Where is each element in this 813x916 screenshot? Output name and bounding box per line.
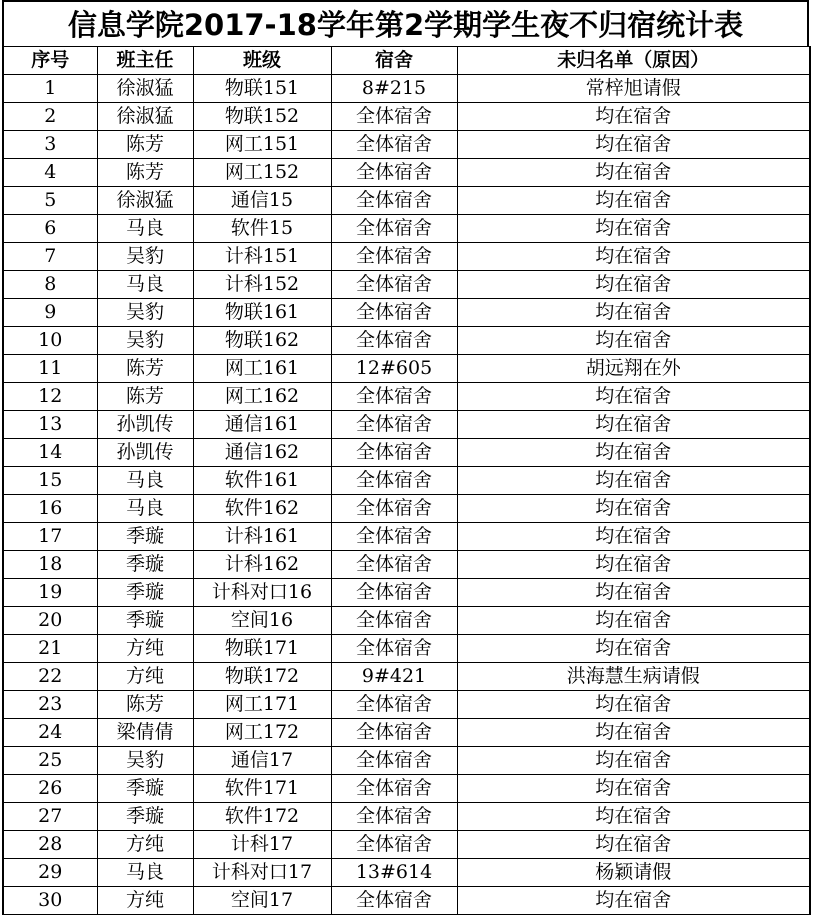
cell-absent-list: 均在宿舍 [457, 607, 810, 635]
table-row [3, 663, 810, 691]
cell-absent-list: 均在宿舍 [457, 467, 810, 495]
cell-index: 10 [3, 327, 97, 355]
table-row [3, 355, 810, 383]
cell-teacher: 方纯 [97, 635, 193, 663]
cell-teacher: 徐淑猛 [97, 75, 193, 103]
cell-dorm: 全体宿舍 [331, 691, 457, 719]
cell-class: 软件161 [193, 467, 331, 495]
table-row [3, 831, 810, 859]
table-row [3, 859, 810, 887]
cell-dorm: 全体宿舍 [331, 439, 457, 467]
table-row [3, 243, 810, 271]
cell-dorm: 全体宿舍 [331, 159, 457, 187]
cell-index: 23 [3, 691, 97, 719]
table-row [3, 887, 810, 915]
cell-class: 物联152 [193, 103, 331, 131]
cell-index: 12 [3, 383, 97, 411]
cell-teacher: 陈芳 [97, 383, 193, 411]
header-class: 班级 [193, 47, 331, 75]
table-row [3, 747, 810, 775]
cell-dorm: 全体宿舍 [331, 803, 457, 831]
cell-class: 物联151 [193, 75, 331, 103]
cell-teacher: 季璇 [97, 523, 193, 551]
cell-teacher: 吴豹 [97, 299, 193, 327]
cell-class: 通信162 [193, 439, 331, 467]
cell-index: 2 [3, 103, 97, 131]
cell-absent-list: 均在宿舍 [457, 187, 810, 215]
cell-dorm: 全体宿舍 [331, 551, 457, 579]
cell-class: 物联171 [193, 635, 331, 663]
cell-absent-list: 均在宿舍 [457, 131, 810, 159]
cell-class: 网工161 [193, 355, 331, 383]
cell-index: 29 [3, 859, 97, 887]
cell-dorm: 全体宿舍 [331, 467, 457, 495]
cell-dorm: 全体宿舍 [331, 495, 457, 523]
sheet-title: 信息学院2017-18学年第2学期学生夜不归宿统计表 [2, 0, 809, 46]
cell-index: 1 [3, 75, 97, 103]
cell-absent-list: 均在宿舍 [457, 411, 810, 439]
cell-class: 网工172 [193, 719, 331, 747]
cell-absent-list: 均在宿舍 [457, 271, 810, 299]
cell-class: 计科对口17 [193, 859, 331, 887]
cell-teacher: 孙凯传 [97, 411, 193, 439]
cell-absent-list: 均在宿舍 [457, 747, 810, 775]
cell-teacher: 陈芳 [97, 691, 193, 719]
table-row [3, 215, 810, 243]
cell-absent-list: 均在宿舍 [457, 495, 810, 523]
table-row [3, 159, 810, 187]
cell-dorm: 全体宿舍 [331, 887, 457, 915]
cell-teacher: 方纯 [97, 887, 193, 915]
cell-index: 17 [3, 523, 97, 551]
cell-dorm: 全体宿舍 [331, 271, 457, 299]
cell-index: 28 [3, 831, 97, 859]
cell-teacher: 季璇 [97, 579, 193, 607]
cell-index: 11 [3, 355, 97, 383]
cell-dorm: 12#605 [331, 355, 457, 383]
cell-teacher: 吴豹 [97, 747, 193, 775]
cell-dorm: 9#421 [331, 663, 457, 691]
cell-index: 15 [3, 467, 97, 495]
table-row [3, 75, 810, 103]
cell-absent-list: 均在宿舍 [457, 551, 810, 579]
cell-teacher: 孙凯传 [97, 439, 193, 467]
cell-index: 8 [3, 271, 97, 299]
cell-index: 6 [3, 215, 97, 243]
cell-index: 24 [3, 719, 97, 747]
cell-class: 软件171 [193, 775, 331, 803]
cell-index: 16 [3, 495, 97, 523]
cell-teacher: 马良 [97, 271, 193, 299]
cell-dorm: 全体宿舍 [331, 243, 457, 271]
cell-index: 26 [3, 775, 97, 803]
cell-absent-list: 常梓旭请假 [457, 75, 810, 103]
table-row [3, 803, 810, 831]
cell-class: 网工162 [193, 383, 331, 411]
cell-index: 19 [3, 579, 97, 607]
cell-teacher: 季璇 [97, 551, 193, 579]
cell-absent-list: 均在宿舍 [457, 383, 810, 411]
header-row [3, 47, 810, 75]
cell-dorm: 全体宿舍 [331, 607, 457, 635]
cell-absent-list: 均在宿舍 [457, 719, 810, 747]
cell-index: 25 [3, 747, 97, 775]
cell-dorm: 全体宿舍 [331, 719, 457, 747]
table-row [3, 439, 810, 467]
cell-index: 22 [3, 663, 97, 691]
cell-absent-list: 均在宿舍 [457, 299, 810, 327]
cell-teacher: 陈芳 [97, 131, 193, 159]
dorm-absence-table [2, 46, 811, 915]
cell-class: 计科162 [193, 551, 331, 579]
cell-class: 物联162 [193, 327, 331, 355]
cell-index: 14 [3, 439, 97, 467]
cell-class: 计科161 [193, 523, 331, 551]
cell-absent-list: 杨颖请假 [457, 859, 810, 887]
cell-class: 软件162 [193, 495, 331, 523]
cell-absent-list: 均在宿舍 [457, 327, 810, 355]
cell-teacher: 陈芳 [97, 355, 193, 383]
cell-dorm: 全体宿舍 [331, 635, 457, 663]
cell-dorm: 全体宿舍 [331, 411, 457, 439]
cell-dorm: 全体宿舍 [331, 579, 457, 607]
cell-dorm: 全体宿舍 [331, 299, 457, 327]
cell-absent-list: 均在宿舍 [457, 215, 810, 243]
table-row [3, 523, 810, 551]
table-row [3, 635, 810, 663]
cell-dorm: 全体宿舍 [331, 523, 457, 551]
table-row [3, 327, 810, 355]
cell-teacher: 马良 [97, 215, 193, 243]
table-row [3, 131, 810, 159]
table-row [3, 495, 810, 523]
cell-teacher: 徐淑猛 [97, 103, 193, 131]
cell-index: 27 [3, 803, 97, 831]
cell-index: 21 [3, 635, 97, 663]
cell-teacher: 季璇 [97, 803, 193, 831]
cell-class: 计科152 [193, 271, 331, 299]
cell-teacher: 吴豹 [97, 327, 193, 355]
cell-absent-list: 均在宿舍 [457, 887, 810, 915]
cell-class: 通信15 [193, 187, 331, 215]
cell-class: 通信17 [193, 747, 331, 775]
cell-absent-list: 胡远翔在外 [457, 355, 810, 383]
cell-class: 通信161 [193, 411, 331, 439]
header-teacher: 班主任 [97, 47, 193, 75]
cell-teacher: 梁倩倩 [97, 719, 193, 747]
cell-absent-list: 均在宿舍 [457, 103, 810, 131]
cell-teacher: 季璇 [97, 775, 193, 803]
table-row [3, 411, 810, 439]
cell-dorm: 全体宿舍 [331, 747, 457, 775]
header-dorm: 宿舍 [331, 47, 457, 75]
cell-absent-list: 均在宿舍 [457, 579, 810, 607]
header-absent-list: 未归名单（原因） [457, 47, 810, 75]
cell-absent-list: 均在宿舍 [457, 635, 810, 663]
cell-teacher: 马良 [97, 859, 193, 887]
table-row [3, 579, 810, 607]
cell-dorm: 全体宿舍 [331, 775, 457, 803]
cell-dorm: 全体宿舍 [331, 103, 457, 131]
cell-index: 9 [3, 299, 97, 327]
cell-class: 空间17 [193, 887, 331, 915]
cell-teacher: 方纯 [97, 663, 193, 691]
cell-class: 计科151 [193, 243, 331, 271]
table-row [3, 271, 810, 299]
cell-teacher: 陈芳 [97, 159, 193, 187]
cell-teacher: 吴豹 [97, 243, 193, 271]
cell-class: 空间16 [193, 607, 331, 635]
cell-dorm: 全体宿舍 [331, 131, 457, 159]
cell-index: 3 [3, 131, 97, 159]
cell-teacher: 马良 [97, 495, 193, 523]
cell-teacher: 徐淑猛 [97, 187, 193, 215]
cell-dorm: 8#215 [331, 75, 457, 103]
cell-dorm: 13#614 [331, 859, 457, 887]
cell-index: 5 [3, 187, 97, 215]
cell-teacher: 方纯 [97, 831, 193, 859]
table-row [3, 299, 810, 327]
table-row [3, 607, 810, 635]
cell-index: 4 [3, 159, 97, 187]
table-row [3, 187, 810, 215]
cell-absent-list: 均在宿舍 [457, 803, 810, 831]
cell-class: 计科17 [193, 831, 331, 859]
cell-class: 网工151 [193, 131, 331, 159]
cell-dorm: 全体宿舍 [331, 327, 457, 355]
cell-index: 30 [3, 887, 97, 915]
table-body [3, 75, 810, 915]
table-row [3, 719, 810, 747]
cell-teacher: 马良 [97, 467, 193, 495]
cell-class: 软件15 [193, 215, 331, 243]
cell-class: 软件172 [193, 803, 331, 831]
cell-absent-list: 均在宿舍 [457, 831, 810, 859]
cell-dorm: 全体宿舍 [331, 187, 457, 215]
cell-index: 20 [3, 607, 97, 635]
cell-dorm: 全体宿舍 [331, 383, 457, 411]
cell-absent-list: 均在宿舍 [457, 243, 810, 271]
cell-absent-list: 均在宿舍 [457, 439, 810, 467]
table-row [3, 691, 810, 719]
cell-absent-list: 洪海慧生病请假 [457, 663, 810, 691]
cell-class: 网工171 [193, 691, 331, 719]
table-row [3, 103, 810, 131]
header-index: 序号 [3, 47, 97, 75]
cell-index: 18 [3, 551, 97, 579]
cell-index: 7 [3, 243, 97, 271]
cell-index: 13 [3, 411, 97, 439]
cell-class: 网工152 [193, 159, 331, 187]
cell-teacher: 季璇 [97, 607, 193, 635]
cell-absent-list: 均在宿舍 [457, 523, 810, 551]
cell-absent-list: 均在宿舍 [457, 775, 810, 803]
cell-class: 物联161 [193, 299, 331, 327]
table-row [3, 775, 810, 803]
cell-absent-list: 均在宿舍 [457, 159, 810, 187]
table-row [3, 551, 810, 579]
table-row [3, 383, 810, 411]
cell-dorm: 全体宿舍 [331, 215, 457, 243]
table-row [3, 467, 810, 495]
spreadsheet [2, 0, 809, 915]
cell-class: 计科对口16 [193, 579, 331, 607]
cell-class: 物联172 [193, 663, 331, 691]
cell-dorm: 全体宿舍 [331, 831, 457, 859]
cell-absent-list: 均在宿舍 [457, 691, 810, 719]
